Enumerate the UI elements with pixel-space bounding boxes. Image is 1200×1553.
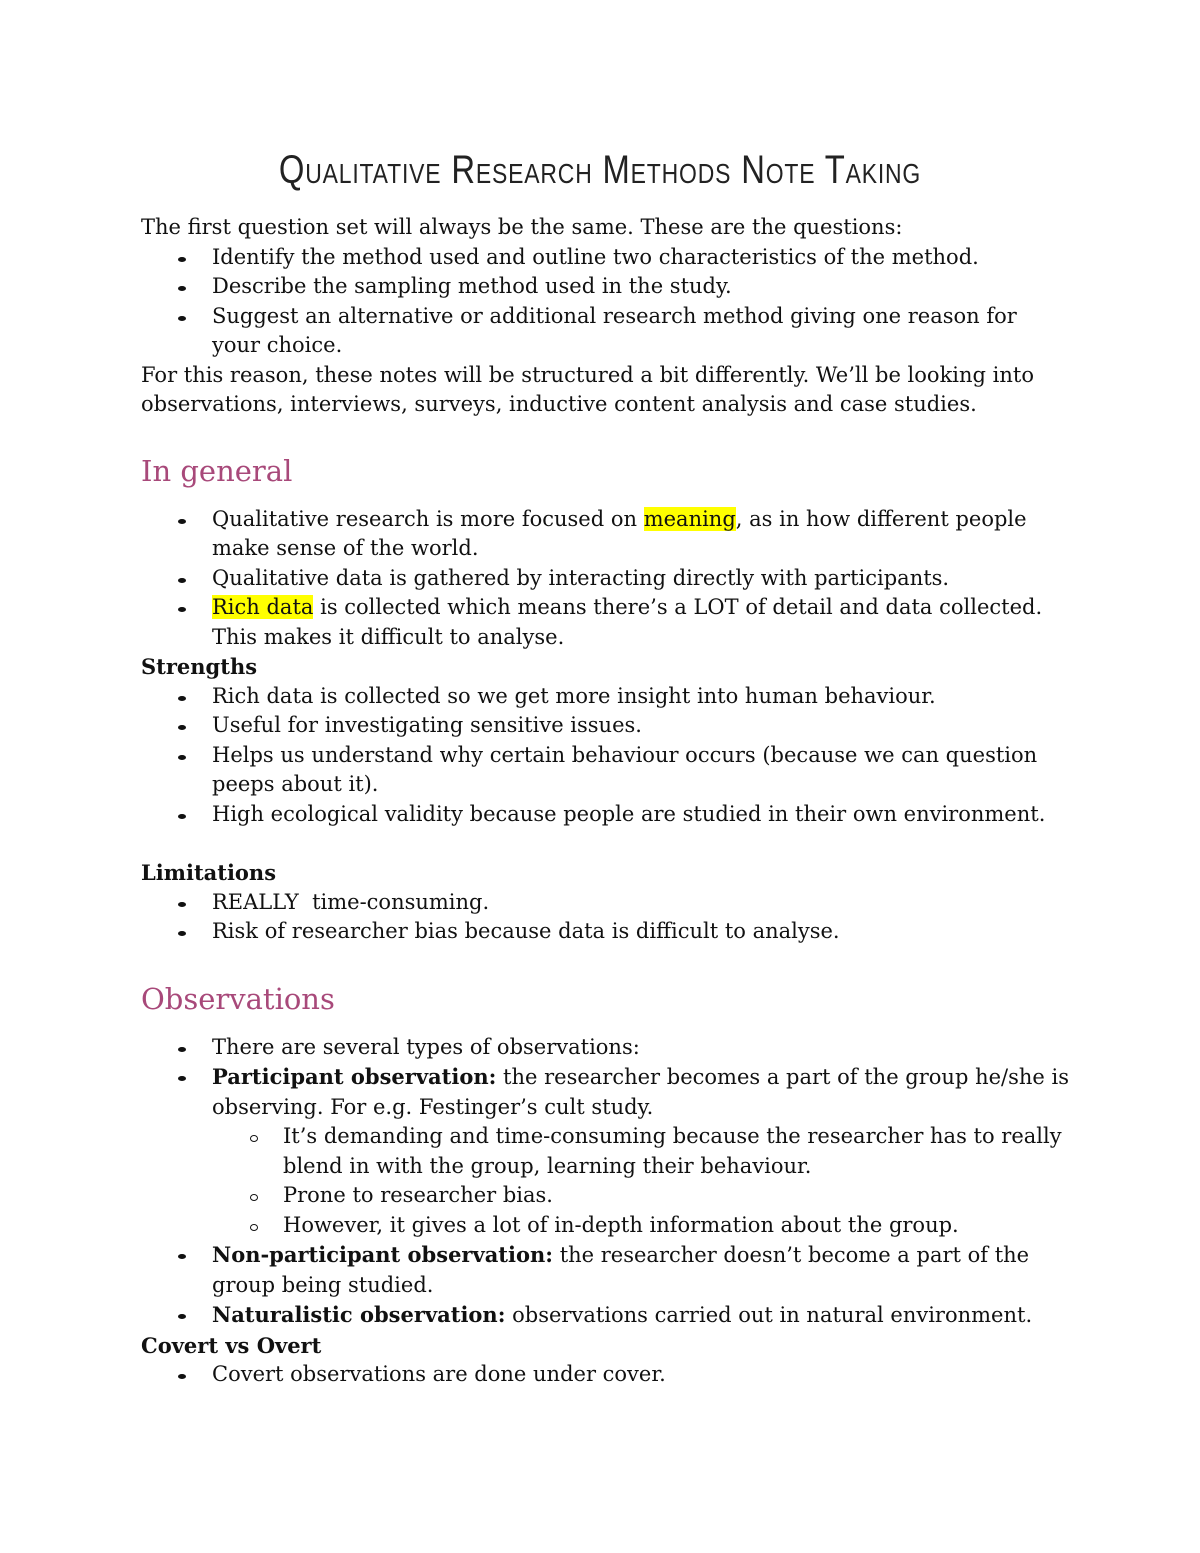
circle-bullet-icon <box>250 1194 258 1201</box>
list-item: Helps us understand why certain behaviour occurs (because we can question peeps about it). <box>141 741 1071 800</box>
term-naturalistic: Naturalistic observation: <box>212 1302 506 1327</box>
intro-closing: For this reason, these notes will be structured a bit differently. We’ll be looking into observations, interviews, surveys, inductive content analysis and case studies. <box>141 362 1034 416</box>
bullet-icon <box>178 902 186 907</box>
heading-in-general: In general <box>141 453 293 488</box>
strengths-list <box>141 682 1071 830</box>
list-item: It’s demanding and time-consuming because the researcher has to really blend in with the group, learning their behaviour. <box>212 1122 1071 1181</box>
bullet-icon <box>178 607 186 612</box>
list-item: Naturalistic observation: observations carried out in natural environment. <box>141 1300 1071 1331</box>
observations-list <box>141 1033 1071 1331</box>
heading-observations: Observations <box>141 981 335 1016</box>
term-non-participant: Non-participant observation: <box>212 1242 554 1267</box>
list-item: There are several types of observations: <box>141 1033 1071 1063</box>
bullet-icon <box>178 931 186 936</box>
bullet-icon <box>178 519 186 524</box>
list-item: Rich data is collected which means there’s a LOT of detail and data collected. This makes it difficult to analyse. <box>141 593 1071 652</box>
general-list <box>141 505 1071 653</box>
covert-overt-label: Covert vs Overt <box>141 1332 322 1358</box>
bullet-icon <box>178 725 186 730</box>
bullet-icon <box>178 755 186 760</box>
circle-bullet-icon <box>250 1135 258 1142</box>
strengths-label: Strengths <box>141 654 258 679</box>
covert-list <box>141 1360 1071 1390</box>
highlight-rich-data: Rich data <box>212 595 314 619</box>
list-item: However, it gives a lot of in-depth information about the group. <box>212 1211 1071 1241</box>
list-item: Rich data is collected so we get more insight into human behaviour. <box>141 682 1071 712</box>
limitations-label: Limitations <box>141 860 277 885</box>
bullet-icon <box>178 696 186 701</box>
bullet-icon <box>178 1076 186 1081</box>
list-item: Prone to researcher bias. <box>212 1181 1071 1211</box>
term-participant: Participant observation: <box>212 1064 497 1089</box>
circle-bullet-icon <box>250 1224 258 1231</box>
list-item: Qualitative research is more focused on meaning, as in how different people make sense of the world. <box>141 505 1071 564</box>
question-list <box>141 243 1071 361</box>
list-item: Non-participant observation: the researcher doesn’t become a part of the group being studied. <box>141 1240 1071 1300</box>
list-item: Participant observation: the researcher becomes a part of the group he/she is observing. For e.g. Festinger’s cult study. It’s demanding and time-consuming because the researcher has to really blend in with the group, learning their behaviour. Prone to researcher bias. However, it gives a lot of in-depth information about the group. <box>141 1062 1071 1240</box>
list-item: Identify the method used and outline two characteristics of the method. <box>141 243 1071 273</box>
list-item: Qualitative data is gathered by interacting directly with participants. <box>141 564 1071 594</box>
document-body <box>141 213 1071 1390</box>
limitations-list <box>141 888 1071 947</box>
bullet-icon <box>178 814 186 819</box>
participant-sublist <box>212 1122 1071 1240</box>
bullet-icon <box>178 1047 186 1052</box>
bullet-icon <box>178 1254 186 1259</box>
list-item: Risk of researcher bias because data is difficult to analyse. <box>141 917 1071 947</box>
list-item: REALLY time-consuming. <box>141 888 1071 918</box>
bullet-icon <box>178 578 186 583</box>
list-item: Suggest an alternative or additional research method giving one reason for your choice. <box>141 302 1071 361</box>
intro-line: The first question set will always be the same. These are the questions: <box>141 215 903 239</box>
list-item: Useful for investigating sensitive issues. <box>141 711 1071 741</box>
bullet-icon <box>178 316 186 321</box>
bullet-icon <box>178 257 186 262</box>
list-item: High ecological validity because people are studied in their own environment. <box>141 800 1071 830</box>
list-item: Covert observations are done under cover. <box>141 1360 1071 1390</box>
list-item: Describe the sampling method used in the study. <box>141 272 1071 302</box>
bullet-icon <box>178 1374 186 1379</box>
bullet-icon <box>178 1314 186 1319</box>
page-title: Qualitative Research Methods Note Taking <box>278 148 922 192</box>
highlight-meaning: meaning <box>643 506 736 531</box>
bullet-icon <box>178 286 186 291</box>
